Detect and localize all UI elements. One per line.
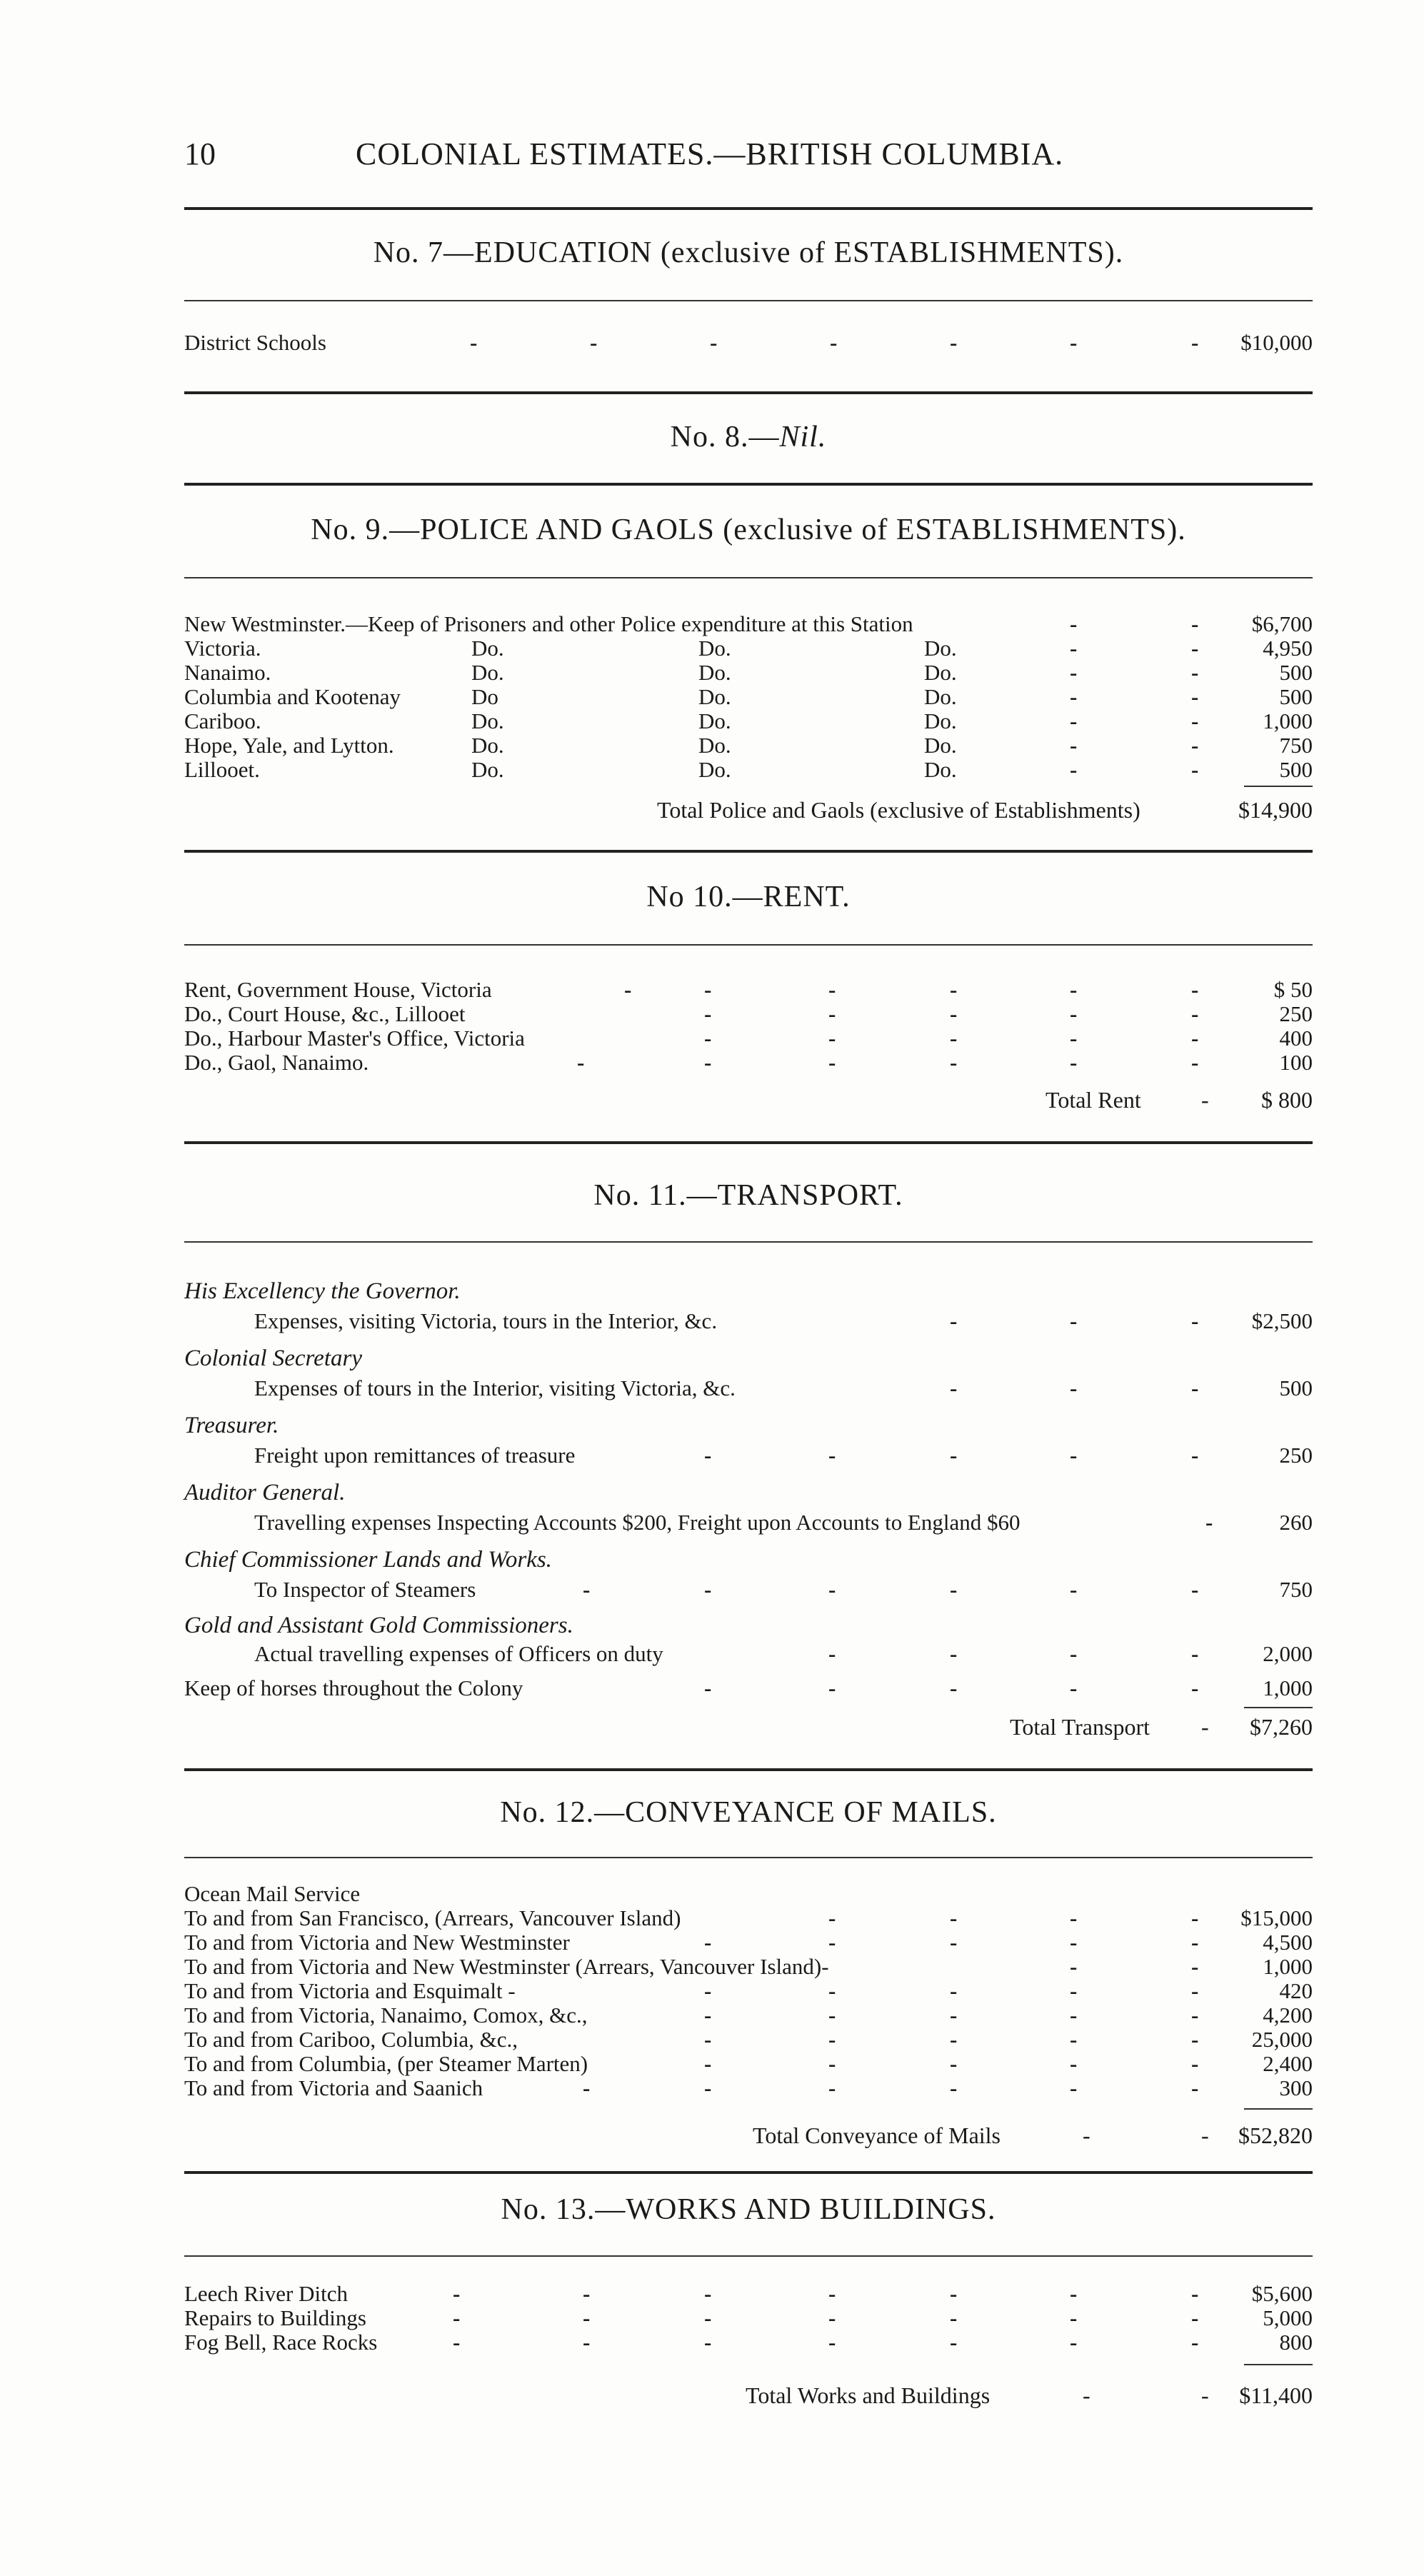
table-row: Columbia and Kootenay Do Do. Do. - - 500 bbox=[184, 684, 1313, 709]
section-rule bbox=[184, 1141, 1313, 1144]
table-row: Nanaimo. Do. Do. Do. - - 500 bbox=[184, 660, 1313, 685]
row-amount: $2,500 bbox=[1251, 1308, 1313, 1333]
row-label: Victoria. bbox=[184, 636, 261, 661]
ditto-mark: Do. bbox=[924, 757, 957, 782]
ditto-mark: Do. bbox=[471, 733, 504, 758]
row-label: Nanaimo. bbox=[184, 660, 271, 685]
table-row: Fog Bell, Race Rocks - - - - - - - 800 bbox=[184, 2330, 1313, 2355]
table-row: Actual travelling expenses of Officers on duty - - - - 2,000 bbox=[254, 1641, 1313, 1666]
section-rule bbox=[184, 850, 1313, 853]
row-amount: $6,700 bbox=[1251, 611, 1313, 636]
section-total bbox=[184, 2382, 1313, 2411]
row-amount: 2,000 bbox=[1263, 1641, 1313, 1666]
table-row: Rent, Government House, Victoria - - - - - - $ 50 bbox=[184, 977, 1313, 1002]
row-amount: 25,000 bbox=[1251, 2027, 1313, 2052]
row-amount: 800 bbox=[1279, 2330, 1313, 2355]
ditto-mark: Do. bbox=[698, 757, 731, 782]
ditto-mark: Do. bbox=[698, 636, 731, 661]
ditto-mark: Do. bbox=[924, 660, 957, 685]
header-rule bbox=[184, 207, 1313, 210]
row-label: To and from San Francisco, (Arrears, Vancouver Island) bbox=[184, 1905, 681, 1930]
section-11-title: No. 11.—TRANSPORT. bbox=[593, 1179, 903, 1212]
row-amount: 500 bbox=[1279, 1375, 1313, 1400]
row-label: To and from Columbia, (per Steamer Marten) bbox=[184, 2051, 588, 2076]
row-amount: 1,000 bbox=[1263, 1675, 1313, 1700]
section-12-title: No. 12.—CONVEYANCE OF MAILS. bbox=[500, 1796, 997, 1829]
row-label: Expenses, visiting Victoria, tours in the Interior, &c. bbox=[254, 1308, 718, 1333]
ditto-mark: Do. bbox=[698, 733, 731, 758]
ditto-mark: Do. bbox=[924, 636, 957, 661]
row-amount: 500 bbox=[1279, 684, 1313, 709]
page-header bbox=[184, 136, 1313, 186]
section-9-title: No. 9.—POLICE AND GAOLS (exclusive of ESTABLISHMENTS). bbox=[311, 513, 1186, 546]
table-row: New Westminster.—Keep of Prisoners and other Police expenditure at this Station - - $6,700 bbox=[184, 611, 1313, 636]
dot-leader: - bbox=[1201, 2123, 1209, 2148]
ditto-mark: Do. bbox=[698, 708, 731, 733]
table-row: Hope, Yale, and Lytton. Do. Do. Do. - - 750 bbox=[184, 733, 1313, 758]
table-row: Expenses of tours in the Interior, visiting Victoria, &c. - - - 500 bbox=[254, 1375, 1313, 1400]
row-amount: 1,000 bbox=[1263, 1954, 1313, 1979]
section-10-title: No 10.—RENT. bbox=[646, 881, 851, 913]
ditto-mark: Do. bbox=[698, 684, 731, 709]
row-amount: 1,000 bbox=[1263, 708, 1313, 733]
table-row: To and from Victoria, Nanaimo, Comox, &c., - - - - - 4,200 bbox=[184, 2003, 1313, 2028]
row-label: To and from Cariboo, Columbia, &c., bbox=[184, 2027, 518, 2052]
transport-office-heading: Chief Commissioner Lands and Works. bbox=[184, 1547, 552, 1573]
ditto-mark: Do. bbox=[924, 684, 957, 709]
row-label: To and from Victoria, Nanaimo, Comox, &c., bbox=[184, 2003, 588, 2028]
row-label: Do., Gaol, Nanaimo. bbox=[184, 1050, 369, 1075]
ditto-mark: Do. bbox=[924, 733, 957, 758]
row-label: Expenses of tours in the Interior, visiting Victoria, &c. bbox=[254, 1375, 736, 1400]
row-label: Keep of horses throughout the Colony bbox=[184, 1675, 523, 1700]
total-amount: $7,260 bbox=[1250, 1714, 1313, 1740]
table-row: Do., Gaol, Nanaimo. - - - - - - 100 bbox=[184, 1050, 1313, 1075]
transport-office-heading: His Excellency the Governor. bbox=[184, 1278, 461, 1304]
table-row: Do., Harbour Master's Office, Victoria - - - - - 400 bbox=[184, 1026, 1313, 1051]
dot-leader: - bbox=[1083, 2382, 1090, 2408]
transport-office-heading: Gold and Assistant Gold Commissioners. bbox=[184, 1613, 573, 1638]
row-label: Cariboo. bbox=[184, 708, 261, 733]
row-amount: 500 bbox=[1279, 757, 1313, 782]
dot-leader: - bbox=[1201, 2382, 1209, 2408]
total-label: Total Works and Buildings bbox=[746, 2382, 991, 2408]
row-label: New Westminster.—Keep of Prisoners and other Police expenditure at this Station bbox=[184, 611, 913, 636]
row-label: Freight upon remittances of treasure bbox=[254, 1443, 576, 1468]
section-7-title: No. 7—EDUCATION (exclusive of ESTABLISHMENTS). bbox=[373, 236, 1124, 269]
row-label: Actual travelling expenses of Officers on duty bbox=[254, 1641, 663, 1666]
ditto-mark: Do. bbox=[471, 708, 504, 733]
section-rule bbox=[184, 2171, 1313, 2174]
row-label: Rent, Government House, Victoria bbox=[184, 977, 492, 1002]
table-row: Freight upon remittances of treasure - - - - - 250 bbox=[254, 1443, 1313, 1468]
divider bbox=[184, 577, 1313, 578]
section-13-title: No. 13.—WORKS AND BUILDINGS. bbox=[501, 2193, 996, 2226]
row-amount: 100 bbox=[1279, 1050, 1313, 1075]
table-row: Expenses, visiting Victoria, tours in the Interior, &c. - - - $2,500 bbox=[254, 1308, 1313, 1333]
total-amount: $ 800 bbox=[1261, 1087, 1313, 1113]
table-row: Travelling expenses Inspecting Accounts $200, Freight upon Accounts to England $60 - 260 bbox=[254, 1510, 1313, 1535]
total-label: Total Conveyance of Mails bbox=[753, 2123, 1001, 2148]
page-number: 10 bbox=[184, 136, 216, 171]
sum-line bbox=[1244, 786, 1313, 787]
table-row: To and from San Francisco, (Arrears, Vancouver Island) - - - - $15,000 bbox=[184, 1905, 1313, 1930]
row-amount: 2,400 bbox=[1263, 2051, 1313, 2076]
divider bbox=[184, 1857, 1313, 1858]
row-label: District Schools bbox=[184, 330, 326, 355]
row-label: Hope, Yale, and Lytton. bbox=[184, 733, 394, 758]
transport-office-heading: Colonial Secretary bbox=[184, 1345, 362, 1371]
row-amount: 400 bbox=[1279, 1026, 1313, 1051]
table-row: District Schools - - - - - - - $10,000 bbox=[184, 330, 1313, 355]
row-amount: 260 bbox=[1279, 1510, 1313, 1535]
sum-line bbox=[1244, 2364, 1313, 2365]
total-label: Total Transport bbox=[1010, 1714, 1150, 1740]
row-amount: 5,000 bbox=[1263, 2305, 1313, 2330]
row-label: Leech River Ditch bbox=[184, 2281, 348, 2306]
transport-office-heading: Treasurer. bbox=[184, 1413, 279, 1438]
row-amount: 750 bbox=[1279, 733, 1313, 758]
table-row: Keep of horses throughout the Colony - - - - - 1,000 bbox=[184, 1675, 1313, 1700]
section-total bbox=[184, 797, 1313, 826]
table-row: To and from Victoria and Esquimalt - - - - - - 420 bbox=[184, 1978, 1313, 2003]
section-rule bbox=[184, 483, 1313, 486]
section-rule bbox=[184, 391, 1313, 394]
row-amount: $ 50 bbox=[1273, 977, 1313, 1002]
section-rule bbox=[184, 1768, 1313, 1771]
table-row: Do., Court House, &c., Lillooet - - - - - 250 bbox=[184, 1001, 1313, 1026]
table-row: To and from Cariboo, Columbia, &c., - - - - - 25,000 bbox=[184, 2027, 1313, 2052]
dot-leader: - bbox=[1201, 1087, 1209, 1113]
table-row: To and from Victoria and Saanich - - - - - - 300 bbox=[184, 2075, 1313, 2100]
divider bbox=[184, 300, 1313, 301]
ditto-mark: Do. bbox=[471, 660, 504, 685]
row-amount: 250 bbox=[1279, 1443, 1313, 1468]
table-row: To Inspector of Steamers - - - - - - 750 bbox=[254, 1577, 1313, 1602]
sum-line bbox=[1244, 2108, 1313, 2110]
row-label: To Inspector of Steamers bbox=[254, 1577, 476, 1602]
row-label: Do., Harbour Master's Office, Victoria bbox=[184, 1026, 525, 1051]
row-label: Do., Court House, &c., Lillooet bbox=[184, 1001, 466, 1026]
row-label: To and from Victoria and Esquimalt - bbox=[184, 1978, 516, 2003]
table-row: To and from Columbia, (per Steamer Marten) - - - - - 2,400 bbox=[184, 2051, 1313, 2076]
row-amount: $5,600 bbox=[1251, 2281, 1313, 2306]
table-row: Victoria. Do. Do. Do. - - 4,950 bbox=[184, 636, 1313, 661]
row-amount: 420 bbox=[1279, 1978, 1313, 2003]
total-label: Total Rent bbox=[1046, 1087, 1141, 1113]
ditto-mark: Do. bbox=[924, 708, 957, 733]
row-amount: 250 bbox=[1279, 1001, 1313, 1026]
running-title: COLONIAL ESTIMATES.—BRITISH COLUMBIA. bbox=[356, 136, 1064, 171]
transport-office-heading: Auditor General. bbox=[184, 1480, 346, 1505]
row-label: Lillooet. bbox=[184, 757, 260, 782]
divider bbox=[184, 2255, 1313, 2257]
row-amount: $15,000 bbox=[1240, 1905, 1313, 1930]
row-label: To and from Victoria and Saanich bbox=[184, 2075, 483, 2100]
divider bbox=[184, 944, 1313, 946]
table-row: To and from Victoria and New Westminster - - - - - 4,500 bbox=[184, 1930, 1313, 1955]
section-total bbox=[184, 1087, 1313, 1116]
table-row: Repairs to Buildings - - - - - - - 5,000 bbox=[184, 2305, 1313, 2330]
ditto-mark: Do. bbox=[471, 636, 504, 661]
dot-leader: - bbox=[1083, 2123, 1090, 2148]
dot-leader: - bbox=[1201, 1714, 1209, 1740]
section-total bbox=[184, 2123, 1313, 2151]
table-row: Leech River Ditch - - - - - - - $5,600 bbox=[184, 2281, 1313, 2306]
total-label: Total Police and Gaols (exclusive of Establishments) bbox=[657, 797, 1140, 823]
table-row: Lillooet. Do. Do. Do. - - 500 bbox=[184, 757, 1313, 782]
section-total bbox=[184, 1714, 1313, 1743]
row-amount: 4,950 bbox=[1263, 636, 1313, 661]
row-amount: 300 bbox=[1279, 2075, 1313, 2100]
table-row: Cariboo. Do. Do. Do. - - 1,000 bbox=[184, 708, 1313, 733]
row-label: To and from Victoria and New Westminster bbox=[184, 1930, 570, 1955]
table-row bbox=[184, 1881, 1313, 1907]
row-label: Ocean Mail Service bbox=[184, 1881, 361, 1906]
total-amount: $14,900 bbox=[1238, 797, 1313, 823]
divider bbox=[184, 1241, 1313, 1243]
row-amount: 750 bbox=[1279, 1577, 1313, 1602]
row-label: To and from Victoria and New Westminster (Arrears, Vancouver Island)- bbox=[184, 1954, 829, 1979]
total-amount: $52,820 bbox=[1238, 2123, 1313, 2148]
ditto-mark: Do. bbox=[471, 757, 504, 782]
row-label: Columbia and Kootenay bbox=[184, 684, 401, 709]
row-label: Repairs to Buildings bbox=[184, 2305, 366, 2330]
row-amount: 4,200 bbox=[1263, 2003, 1313, 2028]
row-amount: $10,000 bbox=[1240, 330, 1313, 355]
total-amount: $11,400 bbox=[1239, 2382, 1313, 2408]
row-label: Travelling expenses Inspecting Accounts $200, Freight upon Accounts to England $60 bbox=[254, 1510, 1021, 1535]
row-amount: 4,500 bbox=[1263, 1930, 1313, 1955]
table-row: To and from Victoria and New Westminster (Arrears, Vancouver Island)- - - 1,000 bbox=[184, 1954, 1313, 1979]
section-8-title: No. 8.—Nil. bbox=[670, 421, 827, 453]
row-amount: 500 bbox=[1279, 660, 1313, 685]
ditto-mark: Do bbox=[471, 684, 498, 709]
row-label: Fog Bell, Race Rocks bbox=[184, 2330, 378, 2355]
sum-line bbox=[1244, 1707, 1313, 1708]
ditto-mark: Do. bbox=[698, 660, 731, 685]
